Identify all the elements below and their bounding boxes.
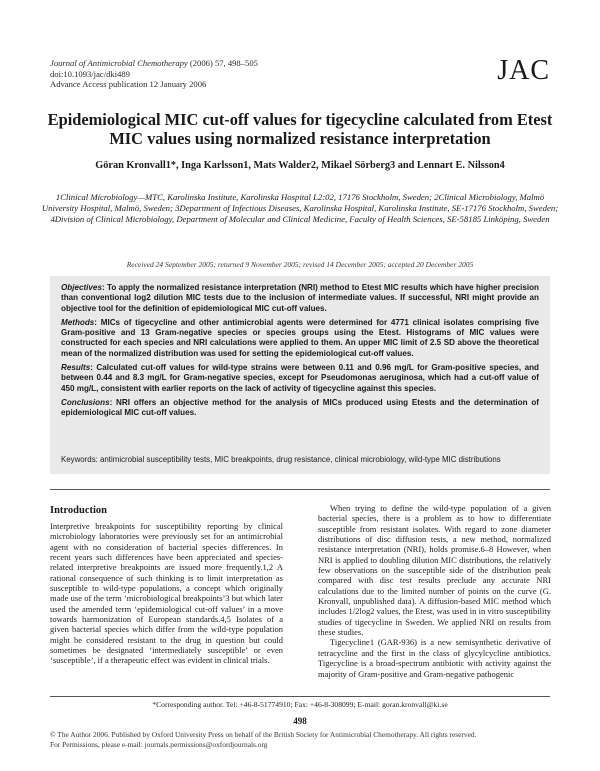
results-text: : Calculated cut-off values for wild-type strains were between 0.11 and 0.96 mg/L for Gram-positive species, and between 0.44 and 8.3 mg/L for Gram-negative species, except for Pseudomonas aeruginosa, which had a cut-off value of 450 mg/L, consistent with earlier reports on the lack of activity of tigecycline against this species. — [61, 363, 539, 393]
footnote-divider — [50, 696, 550, 697]
abstract — [61, 283, 539, 423]
results-label: Results — [61, 363, 91, 373]
right-paragraph-2: Tigecycline1 (GAR-936) is a new semisynthetic derivative of tetracycline and the first in the class of glycylcycline antibiotics. Tigecycline is a broad-spectrum antibiotic with activity against the majority of Gram-positive and Gram-negative pathogenic — [318, 637, 551, 679]
left-column — [50, 521, 283, 666]
page-number: 498 — [293, 716, 307, 726]
copyright-footer — [50, 730, 550, 749]
journal-citation: (2006) 57, 498–505 — [189, 58, 258, 68]
journal-doi[interactable]: doi:10.1093/jac/dki489 — [50, 68, 130, 79]
abstract-objectives — [61, 283, 539, 314]
article-title: Epidemiological MIC cut-off values for tigecycline calculated from Etest MIC values using normalized resistance interpretation — [47, 110, 553, 148]
journal-logo: JAC — [497, 55, 550, 86]
permissions: For Permissions, please e-mail: journals.permissions@oxfordjournals.org — [50, 739, 268, 749]
abstract-results — [61, 363, 539, 394]
abstract-conclusions — [61, 398, 539, 419]
conclusions-label: Conclusions — [61, 397, 110, 407]
objectives-label: Objectives — [61, 283, 102, 292]
keywords: Keywords: antimicrobial susceptibility tests, MIC breakpoints, drug resistance, clinical microbiology, wild-type MIC distributions — [61, 455, 501, 464]
received-dates: Received 24 September 2005; returned 9 November 2005; revised 14 December 2005; accepted 20 December 2005 — [126, 260, 474, 269]
intro-heading: Introduction — [50, 505, 107, 516]
journal-info — [50, 58, 258, 90]
article-authors: Göran Kronvall1*, Inga Karlsson1, Mats Walder2, Mikael Sörberg3 and Lennart E. Nilsson4 — [95, 160, 505, 171]
conclusions-text: : NRI offers an objective method for the analysis of MICs produced using Etests and the determination of epidemiological MIC cut-off values. — [61, 397, 539, 418]
advance-access: Advance Access publication 12 January 2006 — [50, 79, 207, 90]
abstract-methods — [61, 318, 539, 359]
affiliations: 1Clinical Microbiology—MTC, Karolinska Institute, Karolinska Hospital L2:02, 17176 Stockholm, Sweden; 2Clinical Microbiology, Malmö University Hospital, Malmö, Sweden; 3Department of Infectious Diseases, Karolinska Hospital, Karolinska Institute, SE-17176 Stockholm, Sweden; 4Division of Clinical Microbiology, Department of Molecular and Clinical Medicine, Faculty of Health Sciences, SE-58185 Linköping, Sweden — [41, 192, 559, 224]
objectives-text: : To apply the normalized resistance interpretation (NRI) method to Etest MIC results which have higher precision than conventional log2 dilution MIC tests due to the inclusion of intermediate values. If successful, NRI might provide an objective tool for the definition of epidemiological MIC cut-off values. — [61, 283, 539, 313]
copyright: © The Author 2006. Published by Oxford University Press on behalf of the British Society for Antimicrobial Chemotherapy. All rights reserved. — [50, 730, 477, 739]
correspondence: *Corresponding author. Tel: +46-8-51774910; Fax: +46-8-308099; E-mail: goran.kronvall@ki.se — [152, 700, 448, 709]
right-paragraph-1: When trying to define the wild-type population of a given bacterial species, there is a problem as to how to differentiate susceptible from resistant isolates. With regard to zone diameter distributions of disc diffusion tests, a new method, normalized resistance interpretation (NRI), holds promise.6–8 However, when NRI is applied to doubling dilution MIC distributions, the relatively few observations on the susceptible side of the distribution peak compared with disc test results preclude any accurate NRI calculations due to the limited number of points on the curve (G. Kronvall, unpublished data). A diffusion-based MIC method which includes 1/2log2 values, the Etest, was used in in vitro susceptibility studies of tigecycline in Sweden. We applied NRI on results from these studies. — [318, 503, 551, 638]
right-column — [318, 503, 551, 679]
intro-paragraph: Interpretive breakpoints for susceptibility reporting by clinical microbiology laboratories were previously set for an antimicrobial agent with no consideration of bacterial species differences. In recent years such differences have been appreciated and species-related interpretive breakpoints are issued more frequently.1,2 A rational consequence of such thinking is to limit interpretation as susceptible to wild-type populations, a concept which originally made use of the term ‘microbiological breakpoints’3 but which later used the amended term ‘epidemiological cut-off values’ in a move towards harmonization of European standards.4,5 Isolates of a given bacterial species which differ from the wild-type population might be considered resistant to the drug in question but could sometimes be designated ‘intermediately susceptible’ or even ‘susceptible’, if a therapeutic effect was evident in clinical trials. — [50, 521, 283, 666]
section-divider — [50, 489, 550, 490]
methods-label: Methods — [61, 317, 95, 327]
methods-text: : MICs of tigecycline and other antimicrobial agents were determined for 4771 clinical isolates comprising five Gram-positive and 13 Gram-negative species or species groups using the Etest. Histograms of MIC values were constructed for each species and NRI calculations were applied to them. An upper MIC limit of 2.5 SD above the theoretical mean of the normalized distribution was used for setting the epidemiological cut-off values. — [61, 317, 539, 358]
journal-name: Journal of Antimicrobial Chemotherapy — [50, 58, 188, 68]
